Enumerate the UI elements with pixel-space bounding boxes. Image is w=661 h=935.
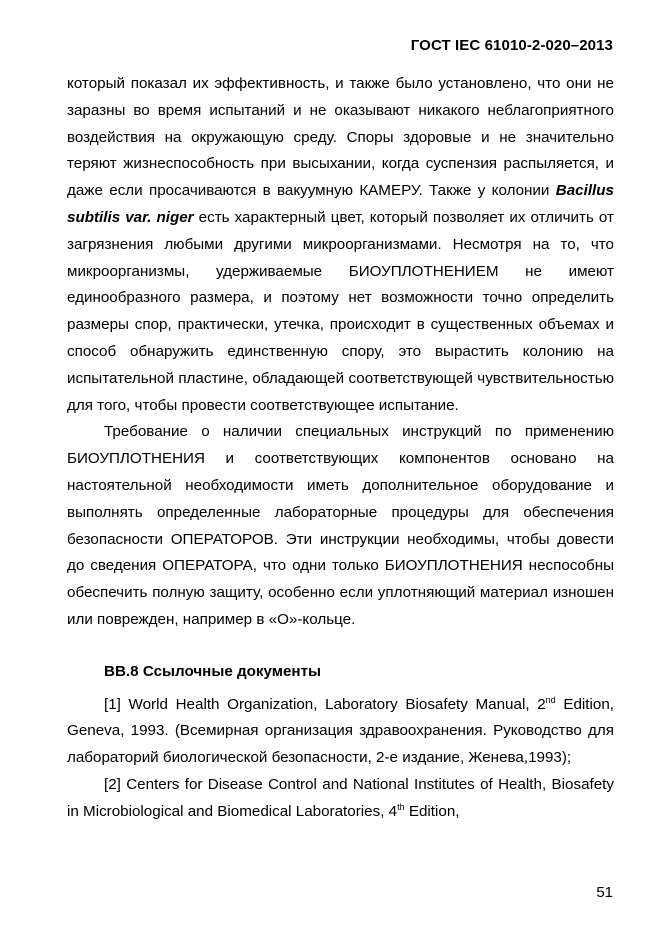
superscript: th xyxy=(397,801,405,812)
paragraph-instructions: Требование о наличии специальных инструкций по применению БИОУПЛОТНЕНИЯ и соответствующих компонентов основано на настоятельной необходимости иметь дополнительное оборудование и выполнять определенные лабораторные процедуры для обеспечения безопасности ОПЕРАТОРОВ. Эти инструкции необходимы, чтобы довести до сведения ОПЕРАТОРА, что одни только БИОУПЛОТНЕНИЯ неспособны обеспечить полную защиту, особенно если уплотняющий материал изношен или поврежден, например в «О»-кольце. xyxy=(67,423,614,628)
reference-text: [2] Centers for Disease Control and National Institutes of Health, Biosafety in Microbiological and Biomedical Laboratories, 4 xyxy=(67,775,614,820)
paragraph-continued xyxy=(67,71,614,419)
reference-item xyxy=(67,692,614,772)
reference-item xyxy=(67,772,614,826)
page-number: 51 xyxy=(596,884,613,901)
reference-text: Edition, Geneva, 1993. (Всемирная организация здравоохранения. Руководство для лабораторий биологической безопасности, 2-е издание, Женева,1993); xyxy=(67,695,614,767)
standard-header: ГОСТ IEC 61010-2-020–2013 xyxy=(410,37,613,54)
section-heading: ВВ.8 Ссылочные документы xyxy=(104,662,322,680)
paragraph-text: есть характерный цвет, который позволяет их отличить от загрязнения любыми другими микроорганизмами. Несмотря на то, что микроорганизмы, удерживаемые БИОУПЛОТНЕНИЕМ не имеют единообразного размера, и поэтому нет возможности точно определить размеры спор, практически, утечка, происходит в существенных объемах и способ обнаружить единственную спору, это вырастить колонию на испытательной пластине, обладающей соответствующей чувствительностью для того, чтобы провести соответствующее испытание. xyxy=(67,208,614,414)
paragraph-text: который показал их эффективность, и также было установлено, что они не заразны во время испытаний и не оказывают никакого неблагоприятного воздействия на окружающую среду. Споры здоровые и не значительно теряют жизнеспособность при высыхании, когда суспензия распыляется, и даже если просачиваются в вакуумную КАМЕРУ. Также у колонии xyxy=(67,75,614,200)
reference-text: [1] World Health Organization, Laboratory Biosafety Manual, 2 xyxy=(104,695,546,713)
reference-text: Edition, xyxy=(404,802,460,820)
species-name: Bacillus subtilis var. niger xyxy=(67,182,614,226)
body-text xyxy=(67,71,614,826)
superscript: nd xyxy=(545,694,556,705)
